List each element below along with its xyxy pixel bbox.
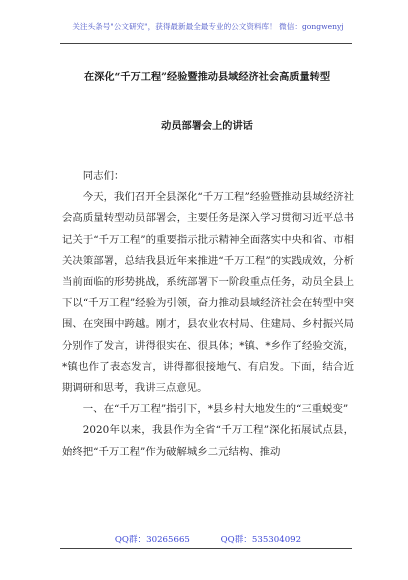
document-title: 在深化“千万工程”经验暨推动县域经济社会高质量转型 <box>83 71 331 83</box>
body-paragraph: 2020年以来，我县作为全省“千万工程”深化拓展试点县，始终把“千万工程”作为破解城乡二元结构、推动 <box>62 424 354 458</box>
footer-contact <box>60 534 356 546</box>
footer-divider <box>60 548 352 549</box>
header-divider <box>60 43 352 44</box>
footer-qq-group-1: QQ群：30265665 <box>114 535 190 545</box>
intro-paragraph: 今天，我们召开全县深化“千万工程”经验暨推动县域经济社会高质量转型动员部署会，主要任务是深入学习贯彻习近平总书记关于“千万工程”的重要指示批示精神全面落实中央和省、市相关决策部署，总结我县近年来推进“千万工程”的实践成效，分析当前面临的形势挑战，系统部署下一阶段重点任务，动员全县上下以“千万工程”经验为引领，奋力推动县域经济社会在转型中突围、在突围中跨越。刚才，县农业农村局、住建局、乡村振兴局分别作了发言，讲得很实在、很具体；*镇、*乡作了经验交流，*镇也作了表态发言，讲得都很接地气、有启发。下面，结合近期调研和思考，我讲三点意见。 <box>62 191 354 395</box>
section-heading: 一、在“千万工程”指引下，*县乡村大地发生的“三重蜕变” <box>82 403 349 416</box>
document-body <box>62 166 354 463</box>
header-notice: 关注头条号"公文研究"，获得最新最全最专业的公文资料库！ 微信：gongwenyj <box>72 22 344 31</box>
salutation-paragraph: 同志们： <box>82 170 125 182</box>
footer-qq-group-2: QQ群：535304092 <box>220 535 302 545</box>
document-subtitle: 动员部署会上的讲话 <box>161 120 253 132</box>
